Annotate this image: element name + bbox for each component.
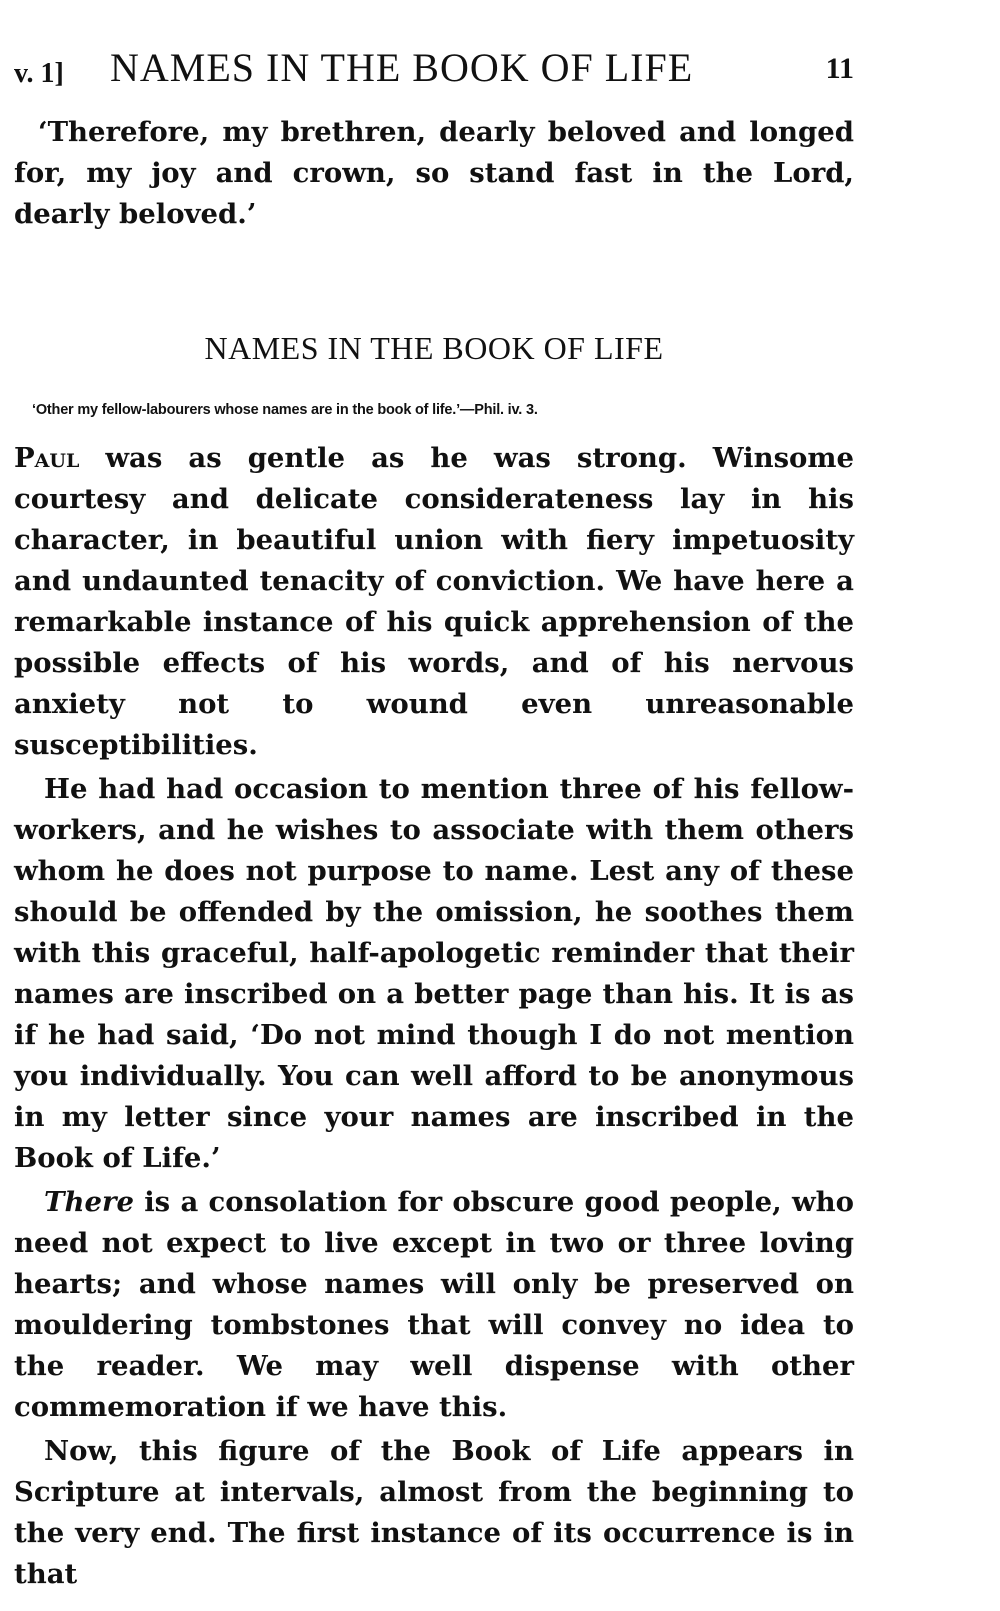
running-head: [14, 44, 854, 94]
paragraph-2: He had had occasion to mention three of his fellow-workers, and he wishes to associate with them others whom he does not purpose to name. Lest any of these should be offended by the omission, he soothes them with this graceful, half-apologetic reminder that their names are inscribed on a better page than his. It is as if he had said, ‘Do not mind though I do not mention you individually. You can well afford to be anonymous in my letter since your names are inscribed in the Book of Life.’: [14, 773, 854, 1174]
paragraph-1: [14, 438, 854, 766]
chapter-title: NAMES IN THE BOOK OF LIFE: [204, 330, 664, 366]
chapter-epigraph: ‘Other my fellow-labourers whose names are in the book of life.’—Phil. iv. 3.: [32, 402, 538, 418]
paragraph-3-lead: There: [44, 1186, 134, 1218]
running-title: NAMES IN THE BOOK OF LIFE: [110, 45, 694, 90]
paragraph-1-text: was as gentle as he was strong. Winsome courtesy and delicate considerateness lay in his character, in beautiful union with fiery impetuosity and undaunted tenacity of conviction. We have here a remarkable instance of his quick apprehension of the possible effects of his words, and of his nervous anxiety not to wound even unreasonable susceptibilities.: [14, 442, 854, 761]
paragraph-3-text: is a consolation for obscure good people, who need not expect to live except in two or three loving hearts; and whose names will only be preserved on mouldering tombstones that will convey no idea to the reader. We may well dispense with other commemoration if we have this.: [14, 1186, 854, 1423]
paragraph-3: [14, 1182, 854, 1428]
section-marker: v. 1]: [14, 58, 64, 89]
page-number: 11: [825, 52, 854, 85]
previous-chapter-quote: ‘Therefore, my brethren, dearly beloved and longed for, my joy and crown, so stand fast in the Lord, dearly beloved.’: [14, 116, 854, 230]
paragraph-1-lead: Paul: [14, 442, 80, 474]
paragraph-4: Now, this figure of the Book of Life appears in Scripture at intervals, almost from the beginning to the very end. The first instance of its occurrence is in that: [14, 1435, 854, 1590]
chapter-body: [14, 438, 854, 1598]
previous-chapter-ending: [14, 112, 854, 235]
